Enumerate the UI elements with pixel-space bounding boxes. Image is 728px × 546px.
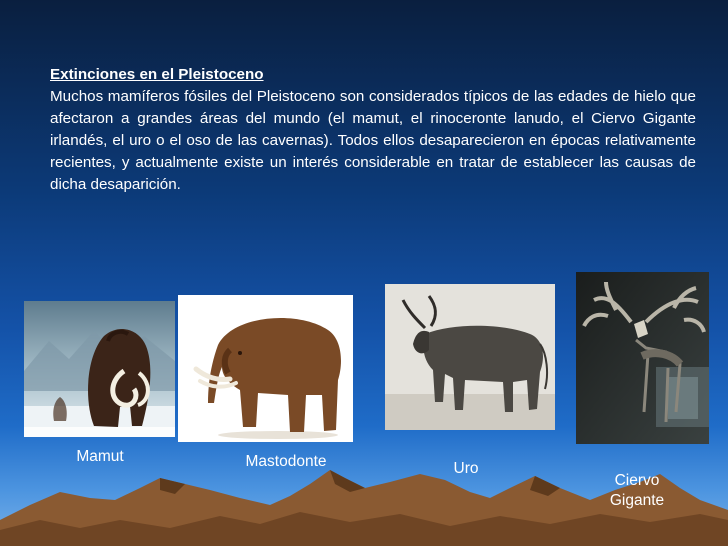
caption-mastodon: Mastodonte (245, 453, 327, 470)
caption-giant-deer-line1: Ciervo (614, 472, 660, 489)
caption-giant-deer-line2: Gigante (609, 492, 665, 509)
slide-title: Extinciones en el Pleistoceno (50, 66, 264, 83)
caption-aurochs: Uro (453, 460, 479, 477)
slide-body: Muchos mamíferos fósiles del Pleistoceno son considerados típicos de las edades de hielo que afectaron a grandes áreas del mundo (el mamut, el rinoceronte lanudo, el Ciervo Gigante irlandés, el uro o el oso de las cavernas). Todos ellos desaparecieron en épocas relativamente recientes, y actualmente existe un interés considerable en tratar de establecer las causas de dicha desaparición. (50, 88, 696, 193)
caption-giant-deer (590, 471, 684, 511)
caption-mammoth: Mamut (76, 448, 124, 465)
